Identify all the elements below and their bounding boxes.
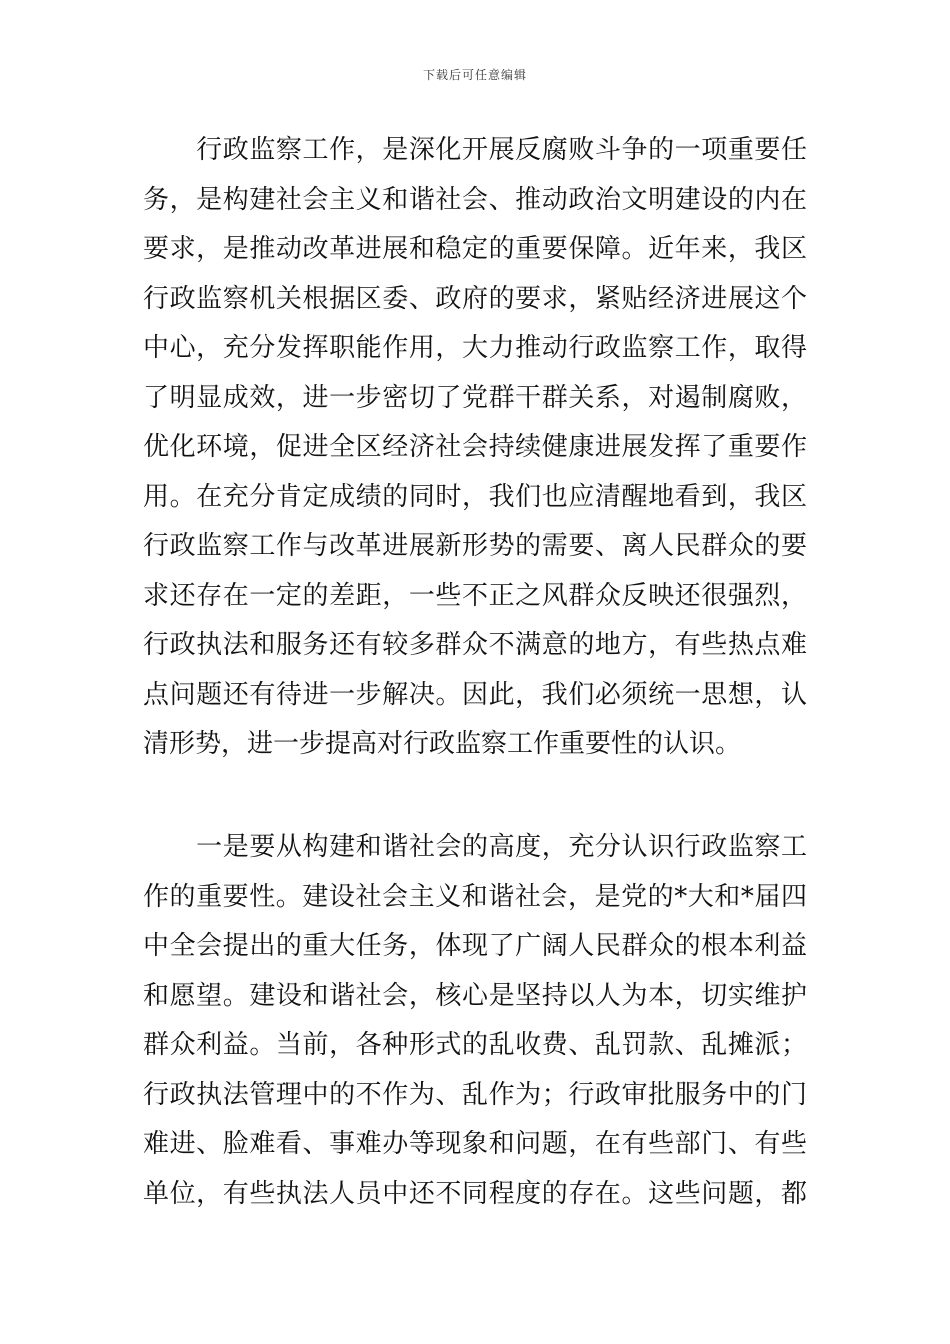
text-line: 行政监察机关根据区委、政府的要求，紧贴经济进展这个 bbox=[143, 283, 807, 314]
text-line: 优化环境，促进全区经济社会持续健康进展发挥了重要作 bbox=[143, 432, 807, 462]
text-line: 务，是构建社会主义和谐社会、推动政治文明建设的内在 bbox=[143, 184, 807, 215]
text-line: 行政执法和服务还有较多群众不满意的地方，有些热点难 bbox=[143, 630, 807, 660]
text-line: 一是要从构建和谐社会的高度，充分认识行政监察工 bbox=[143, 832, 807, 862]
text-line: 行政监察工作与改革进展新形势的需要、离人民群众的要 bbox=[143, 531, 807, 561]
text-line: 中心，充分发挥职能作用，大力推动行政监察工作，取得 bbox=[143, 333, 807, 363]
text-line: 点问题还有待进一步解决。因此，我们必须统一思想，认 bbox=[143, 679, 807, 710]
text-line: 作的重要性。建设社会主义和谐社会，是党的*大和*届四 bbox=[143, 881, 807, 912]
text-line: 难进、脸难看、事难办等现象和问题，在有些部门、有些 bbox=[143, 1129, 807, 1159]
text-line: 群众利益。当前，各种形式的乱收费、乱罚款、乱摊派； bbox=[143, 1030, 807, 1060]
text-line: 单位，有些执法人员中还不同程度的存在。这些问题，都 bbox=[143, 1178, 807, 1209]
text-line: 中全会提出的重大任务，体现了广阔人民群众的根本利益 bbox=[143, 931, 807, 961]
paragraph-1 bbox=[143, 126, 807, 770]
text-line: 要求，是推动改革进展和稳定的重要保障。近年来，我区 bbox=[143, 234, 807, 264]
paragraph-2 bbox=[143, 823, 807, 1219]
text-line: 了明显成效，进一步密切了党群干群关系，对遏制腐败， bbox=[143, 382, 807, 413]
text-line: 清形势，进一步提高对行政监察工作重要性的认识。 bbox=[143, 729, 742, 759]
text-line: 和愿望。建设和谐社会，核心是坚持以人为本，切实维护 bbox=[143, 980, 807, 1011]
text-line: 求还存在一定的差距，一些不正之风群众反映还很强烈， bbox=[143, 580, 807, 611]
text-line: 用。在充分肯定成绩的同时，我们也应清醒地看到，我区 bbox=[143, 481, 807, 512]
text-line: 行政监察工作，是深化开展反腐败斗争的一项重要任 bbox=[143, 135, 807, 165]
page-header: 下载后可任意编辑 bbox=[422, 68, 527, 82]
text-line: 行政执法管理中的不作为、乱作为；行政审批服务中的门 bbox=[143, 1079, 807, 1110]
